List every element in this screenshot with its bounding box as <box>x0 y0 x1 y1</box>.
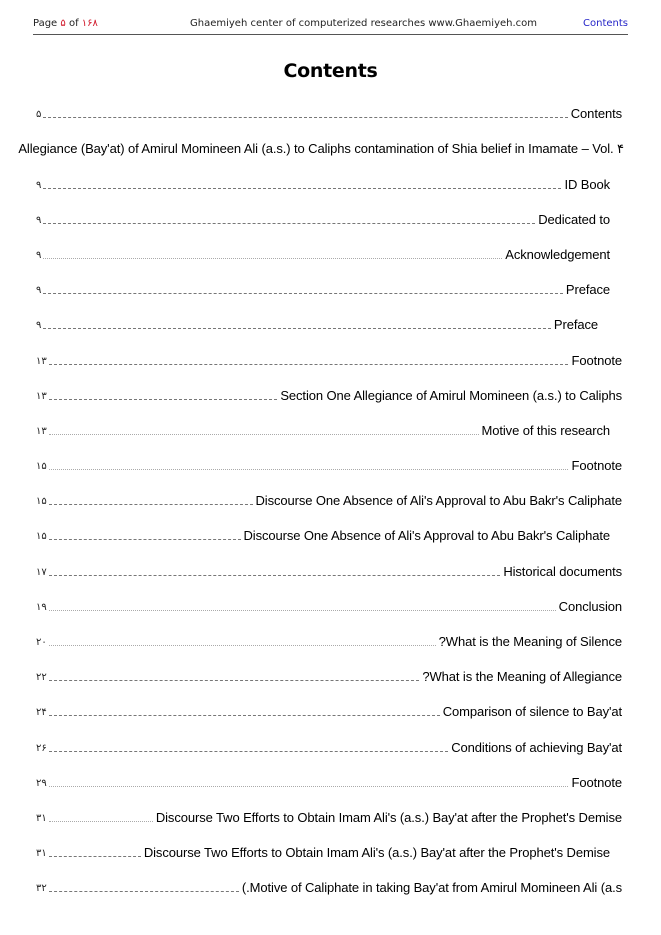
toc-entry[interactable] <box>36 630 622 650</box>
toc-label: ?What is the Meaning of Allegiance <box>422 669 622 684</box>
toc-label: Footnote <box>571 353 622 368</box>
publisher-text: Ghaemiyeh center of computerized researches www.Ghaemiyeh.com <box>190 18 538 29</box>
toc-leader <box>49 820 153 822</box>
toc-label: Dedicated to <box>538 212 610 227</box>
toc-label: Comparison of silence to Bay'at <box>442 704 622 719</box>
toc-entry[interactable] <box>36 243 610 263</box>
toc-entry[interactable] <box>36 560 622 580</box>
toc-page-number: ۱۵ <box>36 461 47 472</box>
toc-page-number: ۳۱ <box>36 813 47 824</box>
toc-label: Footnote <box>571 458 622 473</box>
toc-page-number: ۵ <box>36 109 42 120</box>
toc-entry[interactable] <box>36 665 622 685</box>
toc-label: Discourse One Absence of Ali's Approval to Abu Bakr's Caliphate <box>243 528 610 543</box>
toc-page-number: ۹ <box>36 320 42 331</box>
toc-leader <box>49 644 436 646</box>
toc-entry[interactable] <box>36 454 622 474</box>
toc-leader <box>43 222 535 224</box>
toc-entry[interactable] <box>36 419 610 439</box>
toc-page-number: ۹ <box>36 285 42 296</box>
toc-page-number: ۳۲ <box>36 883 47 894</box>
toc-entry[interactable] <box>36 771 622 791</box>
toc-leader <box>49 855 141 857</box>
page-indicator <box>33 16 98 32</box>
toc-label: Preface <box>565 282 610 297</box>
toc-page-number: ۲۲ <box>36 672 47 683</box>
toc-label: Contents <box>570 106 622 121</box>
toc-label: Allegiance (Bay'at) of Amirul Momineen Ali (a.s.) to Caliphs contamination of Shia belief in Imamate – Vol. ۴ <box>18 141 624 156</box>
toc-label: Motive of this research <box>481 423 610 438</box>
toc-label: Discourse One Absence of Ali's Approval to Abu Bakr's Caliphate <box>255 493 622 508</box>
toc-leader <box>43 187 561 189</box>
toc-leader <box>43 327 551 329</box>
toc-label: Footnote <box>571 775 622 790</box>
toc-entry[interactable] <box>36 736 622 756</box>
toc-page-number: ۹ <box>36 250 42 261</box>
toc-leader <box>49 398 278 400</box>
toc-label: Historical documents <box>503 564 622 579</box>
toc-entry[interactable] <box>36 349 622 369</box>
toc-leader <box>49 679 420 681</box>
toc-leader <box>43 257 502 259</box>
toc-entry[interactable] <box>36 489 622 509</box>
toc-page-number: ۲۴ <box>36 707 47 718</box>
toc-label: Conditions of achieving Bay'at <box>451 740 622 755</box>
toc-entry[interactable] <box>36 595 622 615</box>
toc-page-number: ۹ <box>36 215 42 226</box>
toc-entry[interactable] <box>36 876 622 896</box>
toc-entry[interactable] <box>36 313 598 333</box>
toc-entry[interactable] <box>36 384 622 404</box>
toc-label: Discourse Two Efforts to Obtain Imam Ali's (a.s.) Bay'at after the Prophet's Demise <box>155 810 622 825</box>
toc-entry[interactable] <box>36 173 610 193</box>
toc-page-number: ۱۵ <box>36 496 47 507</box>
toc-page-number: ۲۶ <box>36 743 47 754</box>
toc-page-number: ۱۵ <box>36 531 47 542</box>
toc-leader <box>49 503 253 505</box>
toc-leader <box>49 468 569 470</box>
toc-page-number: ۲۹ <box>36 778 47 789</box>
page-prefix: Page <box>33 18 58 29</box>
toc-page-number: ۱۳ <box>36 391 47 402</box>
toc-label: Section One Allegiance of Amirul Momineen (a.s.) to Caliphs <box>280 388 622 403</box>
toc-leader <box>49 714 440 716</box>
toc-entry[interactable] <box>36 102 622 122</box>
toc-page-number: ۱۹ <box>36 602 47 613</box>
toc-page-number: ۱۷ <box>36 567 47 578</box>
toc-label: ID Book <box>564 177 610 192</box>
toc-page-number: ۲۰ <box>36 637 47 648</box>
toc-leader <box>49 538 241 540</box>
toc-entry[interactable] <box>36 700 622 720</box>
current-page-number: ۵ <box>60 18 66 29</box>
toc-leader <box>49 750 448 752</box>
toc-label: Discourse Two Efforts to Obtain Imam Ali's (a.s.) Bay'at after the Prophet's Demise <box>143 845 610 860</box>
toc-page-number: ۱۳ <box>36 426 47 437</box>
toc-page-number: ۳۱ <box>36 848 47 859</box>
toc-label: Acknowledgement <box>505 247 610 262</box>
total-pages-number: ۱۶۸ <box>81 18 98 29</box>
toc-label: ?What is the Meaning of Silence <box>438 634 622 649</box>
toc-page-number: ۱۳ <box>36 356 47 367</box>
toc-label: Conclusion <box>558 599 622 614</box>
toc-leader <box>49 785 569 787</box>
toc-label: Preface <box>553 317 598 332</box>
toc-entry[interactable] <box>36 524 610 544</box>
toc-leader <box>49 574 501 576</box>
toc-leader <box>43 292 563 294</box>
toc-entry[interactable] <box>36 806 622 826</box>
toc-entry[interactable] <box>36 278 610 298</box>
toc-leader <box>43 116 567 118</box>
contents-link[interactable]: Contents <box>583 18 628 29</box>
toc-entry[interactable] <box>36 841 610 861</box>
page-of: of <box>68 18 79 29</box>
toc-leader <box>49 433 479 435</box>
toc-label: (.Motive of Caliphate in taking Bay'at from Amirul Momineen Ali (a.s <box>241 880 622 895</box>
toc-leader <box>49 890 239 892</box>
toc-leader <box>49 363 569 365</box>
page-header <box>33 16 628 35</box>
toc-entry[interactable] <box>36 208 610 228</box>
toc-leader <box>49 609 556 611</box>
toc-entry[interactable] <box>0 137 624 157</box>
page-title: Contents <box>283 60 378 82</box>
toc-page-number: ۹ <box>36 180 42 191</box>
